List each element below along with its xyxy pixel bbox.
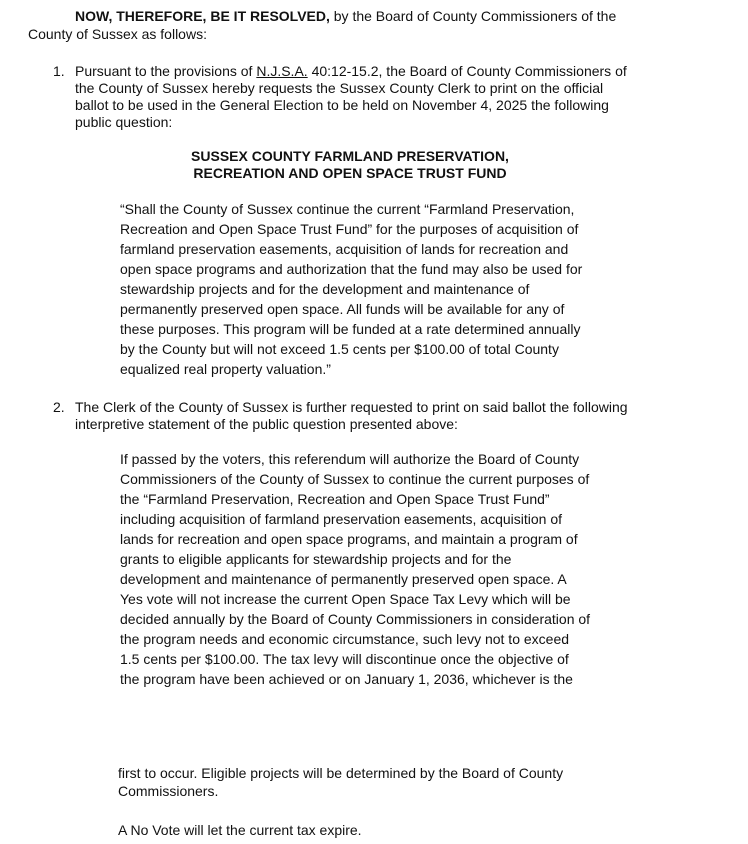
statement-line: the “Farmland Preservation, Recreation and Open Space Trust Fund” [120, 491, 550, 507]
statement-line: lands for recreation and open space programs, and maintain a program of [120, 531, 578, 547]
question-line: permanently preserved open space. All funds will be available for any of [120, 301, 565, 317]
statement-line: development and maintenance of permanently preserved open space. A [120, 571, 567, 587]
question-line: open space programs and authorization that the fund may also be used for [120, 261, 583, 277]
statement-line: decided annually by the Board of County Commissioners in consideration of [120, 611, 591, 627]
statement-continued-line: first to occur. Eligible projects will be determined by the Board of County [118, 765, 564, 781]
item2-number: 2. [53, 399, 65, 415]
item1-line-3: ballot to be used in the General Election to be held on November 4, 2025 the following [75, 97, 609, 113]
statement-line: 1.5 cents per $100.00. The tax levy will discontinue once the objective of [120, 651, 569, 667]
question-line: stewardship projects and for the development and maintenance of [120, 281, 530, 297]
statement-line: the program needs and economic circumstance, such levy not to exceed [120, 631, 570, 647]
resolved-line-2: County of Sussex as follows: [28, 26, 207, 42]
item1-line-4: public question: [75, 114, 173, 130]
item2-line-2: interpretive statement of the public question presented above: [75, 416, 458, 432]
statement-continued-line: Commissioners. [118, 783, 219, 799]
statement-line: the program have been achieved or on January 1, 2036, whichever is the [120, 671, 573, 687]
item1-line-2: the County of Sussex hereby requests the Sussex County Clerk to print on the official [75, 80, 604, 96]
statement-line: Yes vote will not increase the current Open Space Tax Levy which will be [120, 591, 571, 607]
fund-heading-line-1: SUSSEX COUNTY FARMLAND PRESERVATION, [191, 148, 509, 164]
question-line: “Shall the County of Sussex continue the current “Farmland Preservation, [120, 201, 575, 217]
question-line: Recreation and Open Space Trust Fund” for the purposes of acquisition of [120, 221, 579, 237]
statement-line: grants to eligible applicants for stewardship projects and for the [120, 551, 512, 567]
question-line: equalized real property valuation.” [120, 361, 331, 377]
item2-line-1: The Clerk of the County of Sussex is further requested to print on said ballot the following [75, 399, 628, 415]
item1-text-post: 40:12-15.2, the Board of County Commissioners of [307, 63, 627, 79]
resolved-lead: NOW, THEREFORE, BE IT RESOLVED, [75, 8, 330, 24]
question-line: by the County but will not exceed 1.5 cents per $100.00 of total County [120, 341, 559, 357]
item1-text-pre: Pursuant to the provisions of [75, 63, 257, 79]
fund-heading-line-2: RECREATION AND OPEN SPACE TRUST FUND [193, 165, 507, 181]
item1-number: 1. [53, 63, 65, 79]
question-line: these purposes. This program will be funded at a rate determined annually [120, 321, 581, 337]
question-line: farmland preservation easements, acquisition of lands for recreation and [120, 241, 569, 257]
no-vote-statement: A No Vote will let the current tax expire. [118, 822, 362, 838]
resolved-line-1 [75, 6, 616, 26]
resolved-rest: by the Board of County Commissioners of the [329, 8, 617, 24]
statement-line: Commissioners of the County of Sussex to continue the current purposes of [120, 471, 590, 487]
statement-line: If passed by the voters, this referendum will authorize the Board of County [120, 451, 580, 467]
statement-line: including acquisition of farmland preservation easements, acquisition of [120, 511, 563, 527]
njsa-link[interactable]: N.J.S.A. [256, 63, 308, 79]
